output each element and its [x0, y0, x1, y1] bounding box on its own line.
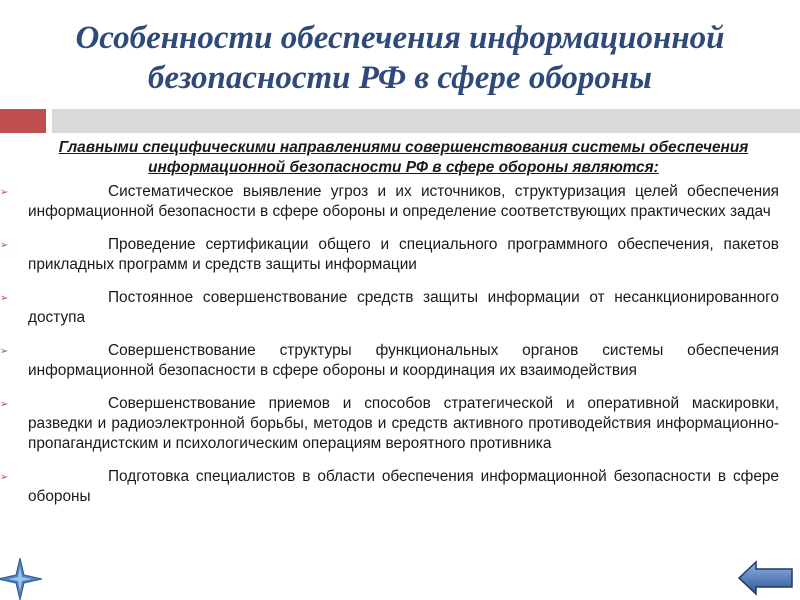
list-item-text: Совершенствование структуры функциональных органов системы обеспечения информационной безопасности в сфере обороны и координация их взаимодействия [28, 342, 779, 379]
slide-title [0, 18, 800, 98]
title-line-2: безопасности РФ в сфере обороны [147, 60, 653, 96]
arrow-right-icon: ➢ [0, 399, 9, 410]
list-item [0, 394, 779, 454]
list-item [0, 288, 779, 328]
list-item [0, 341, 779, 381]
intro-text: Главными специфическими направлениями совершенствования системы обеспечения информационной безопасности РФ в сфере обороны являются: [58, 139, 749, 176]
divider-accent [0, 109, 46, 133]
back-arrow-icon[interactable] [738, 560, 794, 596]
divider-bar [52, 109, 800, 133]
list-item [0, 182, 779, 222]
list-item [0, 467, 779, 507]
list-item-text: Подготовка специалистов в области обеспечения информационной безопасности в сфере обороны [28, 468, 779, 505]
arrow-right-icon: ➢ [0, 187, 9, 198]
arrow-right-icon: ➢ [0, 472, 9, 483]
slide-content [0, 138, 779, 520]
arrow-right-icon: ➢ [0, 346, 9, 357]
list-item [0, 235, 779, 275]
arrow-right-icon: ➢ [0, 240, 9, 251]
title-line-1: Особенности обеспечения информационной [75, 20, 725, 56]
list-item-text: Постоянное совершенствование средств защиты информации от несанкционированного доступа [28, 289, 779, 326]
list-item-text: Проведение сертификации общего и специального программного обеспечения, пакетов прикладных программ и средств защиты информации [28, 236, 779, 273]
list-item-text: Совершенствование приемов и способов стратегической и оперативной маскировки, разведки и радиоэлектронной борьбы, методов и средств активного противодействия информационно-пропагандистским и психологическим операциям вероятного противника [28, 395, 779, 452]
star-icon [0, 558, 42, 600]
list-item-text: Систематическое выявление угроз и их источников, структуризация целей обеспечения информационной безопасности в сфере обороны и определение соответствующих практических задач [28, 183, 779, 220]
arrow-right-icon: ➢ [0, 293, 9, 304]
